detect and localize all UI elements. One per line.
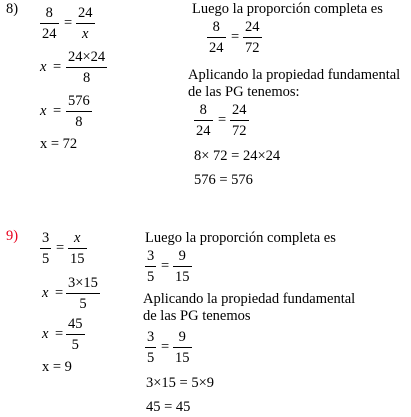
applying-text-line1: Aplicando la propiedad fundamental xyxy=(188,67,401,83)
variable-x: x xyxy=(40,59,47,75)
fraction xyxy=(173,330,192,365)
result-equation: 576 = 576 xyxy=(194,172,253,188)
denominator: 72 xyxy=(245,39,260,56)
equals-sign: = xyxy=(53,59,62,75)
denominator: 15 xyxy=(175,268,190,285)
equation-x-eq-9: x = 9 xyxy=(42,359,72,375)
numerator: 3 xyxy=(147,248,155,264)
numerator: 3 xyxy=(42,230,50,246)
equals-sign: = xyxy=(56,240,65,256)
denominator: 24 xyxy=(196,122,211,139)
problem-number: 9) xyxy=(6,228,19,244)
numerator: 3×15 xyxy=(68,275,98,291)
fraction xyxy=(145,249,156,284)
fraction xyxy=(40,6,59,41)
fraction xyxy=(76,6,95,41)
numerator: 24×24 xyxy=(68,49,106,65)
denominator: 5 xyxy=(42,250,50,267)
fraction xyxy=(66,317,85,352)
fraction xyxy=(66,50,107,85)
denominator: 5 xyxy=(71,336,79,353)
numerator: 8 xyxy=(212,19,220,35)
denominator: 8 xyxy=(82,69,91,86)
numerator: 576 xyxy=(68,93,90,109)
fraction xyxy=(145,330,156,365)
denominator: 8 xyxy=(75,113,83,130)
equation-x-eq-72: x = 72 xyxy=(40,136,78,152)
denominator: 5 xyxy=(79,295,87,312)
fraction xyxy=(66,276,100,311)
equals-sign: = xyxy=(64,15,73,31)
numerator: x xyxy=(74,230,81,246)
fraction xyxy=(173,249,192,284)
fraction xyxy=(243,20,262,55)
equals-sign: = xyxy=(55,326,64,342)
numerator: 9 xyxy=(178,248,186,264)
applying-text-line2: de las PG tenemos xyxy=(143,308,251,324)
denominator: 24 xyxy=(209,39,224,56)
equals-sign: = xyxy=(53,103,62,119)
numerator: 24 xyxy=(245,19,260,35)
denominator: 15 xyxy=(175,349,190,366)
variable-x: x xyxy=(42,285,49,301)
variable-x: x xyxy=(42,326,49,342)
denominator: 72 xyxy=(232,122,247,139)
applying-text-line2: de las PG tenemos: xyxy=(188,84,300,100)
fraction xyxy=(40,231,51,266)
applying-text-line1: Aplicando la propiedad fundamental xyxy=(143,291,356,307)
equals-sign: = xyxy=(231,29,240,45)
denominator: 5 xyxy=(147,349,155,366)
denominator: 5 xyxy=(147,268,155,285)
numerator: 3 xyxy=(147,329,155,345)
equals-sign: = xyxy=(161,258,170,274)
numerator: 45 xyxy=(68,316,83,332)
numerator: 9 xyxy=(178,329,186,345)
fraction xyxy=(230,103,249,138)
product-equation: 8× 72 = 24×24 xyxy=(194,148,281,164)
denominator: x xyxy=(82,25,89,42)
intro-text: Luego la proporción completa es xyxy=(145,230,336,246)
denominator: 15 xyxy=(70,250,85,267)
fraction xyxy=(66,94,92,129)
equals-sign: = xyxy=(218,112,227,128)
problem-number: 8) xyxy=(6,1,19,17)
numerator: 24 xyxy=(78,5,93,21)
product-equation: 3×15 = 5×9 xyxy=(146,375,215,391)
result-equation: 45 = 45 xyxy=(146,399,191,415)
numerator: 8 xyxy=(45,5,53,21)
fraction xyxy=(68,231,87,266)
denominator: 24 xyxy=(42,25,57,42)
numerator: 8 xyxy=(199,102,207,118)
variable-x: x xyxy=(40,103,47,119)
intro-text: Luego la proporción completa es xyxy=(192,1,383,17)
equals-sign: = xyxy=(161,339,170,355)
numerator: 24 xyxy=(232,102,247,118)
fraction xyxy=(194,103,213,138)
equals-sign: = xyxy=(55,285,64,301)
fraction xyxy=(207,20,226,55)
